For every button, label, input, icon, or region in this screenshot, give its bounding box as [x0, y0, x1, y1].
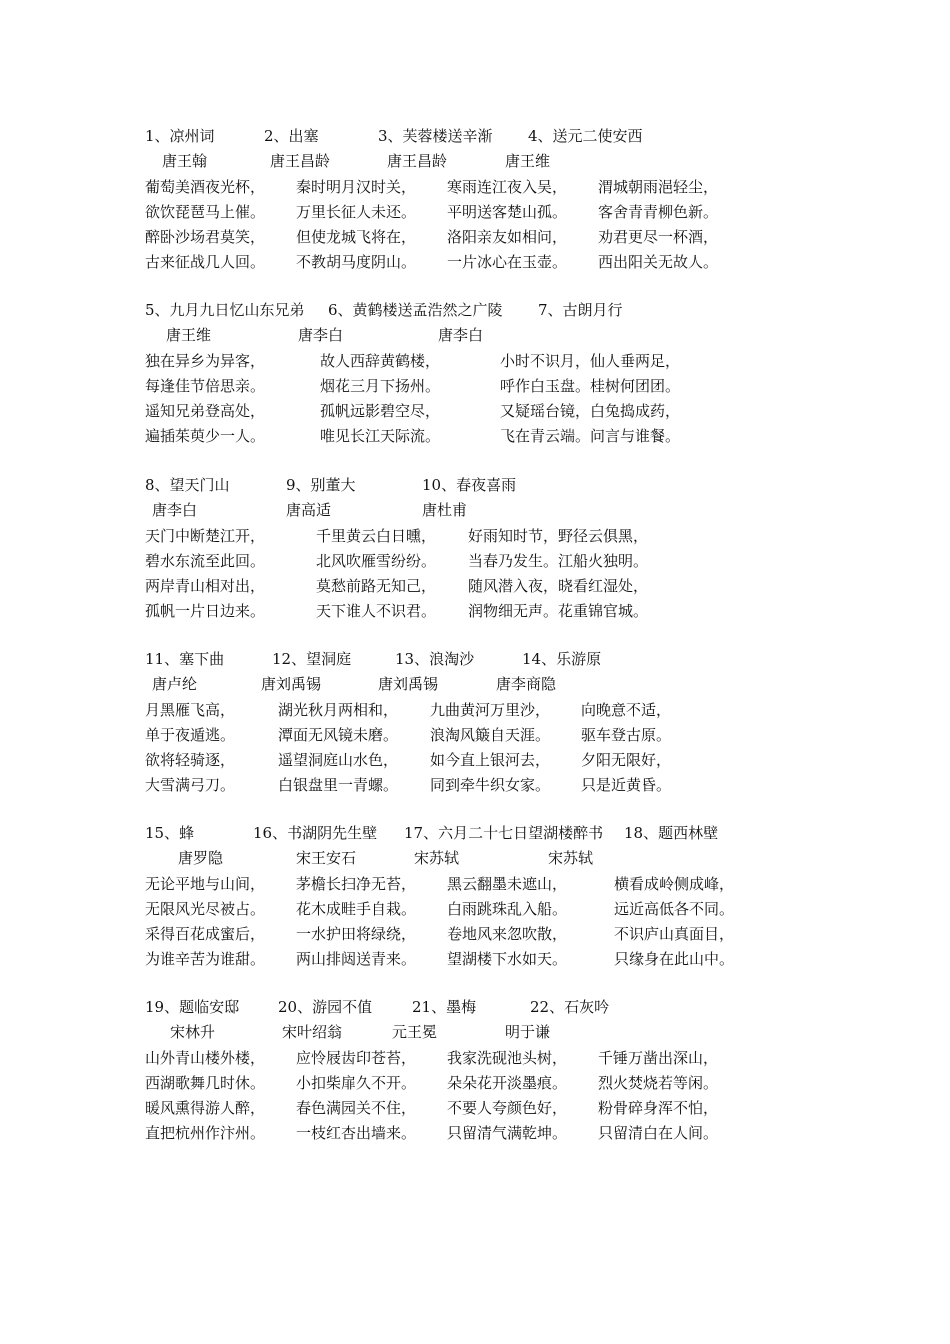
poem-author: 宋叶绍翁 — [282, 1023, 343, 1041]
verse-line: 润物细无声。花重锦官城。 — [468, 602, 649, 620]
poem-title: 5、九月九日忆山东兄弟 — [145, 301, 305, 319]
poem-title: 4、送元二使安西 — [528, 127, 643, 145]
verse-line: 遥知兄弟登高处， — [145, 402, 266, 420]
poem-author: 唐李白 — [438, 326, 484, 344]
poem-author: 宋苏轼 — [548, 849, 594, 867]
title-row — [0, 649, 950, 673]
poem-title: 21、墨梅 — [412, 998, 477, 1016]
verse-line: 千锤万凿出深山， — [598, 1049, 719, 1067]
verse-line: 湖光秋月两相和， — [278, 701, 399, 719]
verse-line: 欲饮琵琶马上催。 — [145, 203, 266, 221]
verse-line: 单于夜遁逃。 — [145, 726, 236, 744]
verse-line: 小扣柴扉久不开。 — [296, 1074, 417, 1092]
verse-line: 朵朵花开淡墨痕。 — [447, 1074, 568, 1092]
verse-line: 遍插茱萸少一人。 — [145, 427, 266, 445]
title-row — [0, 300, 950, 324]
verse-line: 平明送客楚山孤。 — [447, 203, 568, 221]
verse-line: 山外青山楼外楼， — [145, 1049, 266, 1067]
poem-title: 8、望天门山 — [145, 476, 230, 494]
verse-line: 寒雨连江夜入吴， — [447, 178, 568, 196]
verse-row — [0, 899, 950, 923]
poem-title: 12、望洞庭 — [272, 650, 352, 668]
poem-author: 宋苏轼 — [414, 849, 460, 867]
poem-title: 7、古朗月行 — [538, 301, 623, 319]
verse-line: 欲将轻骑逐， — [145, 751, 236, 769]
verse-line: 随风潜入夜，晓看红湿处， — [468, 577, 649, 595]
verse-line: 一水护田将绿绕， — [296, 925, 417, 943]
verse-line: 白雨跳珠乱入船。 — [447, 900, 568, 918]
verse-line: 春色满园关不住， — [296, 1099, 417, 1117]
poem-title: 19、题临安邸 — [145, 998, 240, 1016]
verse-line: 只是近黄昏。 — [581, 776, 672, 794]
verse-line: 只留清白在人间。 — [598, 1124, 719, 1142]
verse-row — [0, 949, 950, 973]
verse-line: 如今直上银河去， — [430, 751, 551, 769]
verse-line: 孤帆远影碧空尽， — [320, 402, 441, 420]
poem-title: 2、出塞 — [264, 127, 319, 145]
verse-line: 天门中断楚江开， — [145, 527, 266, 545]
verse-line: 洛阳亲友如相问， — [447, 228, 568, 246]
verse-row — [0, 1098, 950, 1122]
verse-line: 卷地风来忽吹散， — [447, 925, 568, 943]
verse-line: 茅檐长扫净无苔， — [296, 875, 417, 893]
verse-line: 夕阳无限好， — [581, 751, 672, 769]
verse-line: 月黑雁飞高， — [145, 701, 236, 719]
verse-row — [0, 576, 950, 600]
poem-title: 20、游园不值 — [278, 998, 373, 1016]
poem-author: 唐卢纶 — [152, 675, 198, 693]
verse-line: 碧水东流至此回。 — [145, 552, 266, 570]
verse-line: 好雨知时节，野径云俱黑， — [468, 527, 649, 545]
verse-line: 采得百花成蜜后， — [145, 925, 266, 943]
verse-line: 远近高低各不同。 — [614, 900, 735, 918]
poem-author: 宋王安石 — [296, 849, 357, 867]
verse-line: 当春乃发生。江船火独明。 — [468, 552, 649, 570]
verse-row — [0, 1123, 950, 1147]
verse-row — [0, 252, 950, 276]
title-row — [0, 475, 950, 499]
verse-line: 西出阳关无故人。 — [598, 253, 719, 271]
verse-line: 醉卧沙场君莫笑， — [145, 228, 266, 246]
verse-row — [0, 924, 950, 948]
verse-line: 遥望洞庭山水色， — [278, 751, 399, 769]
verse-line: 劝君更尽一杯酒， — [598, 228, 719, 246]
verse-line: 白银盘里一青螺。 — [278, 776, 399, 794]
verse-line: 同到牵牛织女家。 — [430, 776, 551, 794]
poem-author: 唐王昌龄 — [387, 152, 448, 170]
verse-line: 无限风光尽被占。 — [145, 900, 266, 918]
verse-row — [0, 351, 950, 375]
poem-author: 唐王维 — [166, 326, 212, 344]
verse-row — [0, 426, 950, 450]
verse-line: 横看成岭侧成峰， — [614, 875, 735, 893]
poem-author: 唐李白 — [298, 326, 344, 344]
verse-row — [0, 202, 950, 226]
title-row — [0, 126, 950, 150]
poem-author: 唐李商隐 — [496, 675, 557, 693]
verse-line: 小时不识月，仙人垂两足， — [500, 352, 681, 370]
verse-row — [0, 227, 950, 251]
poem-author: 唐王翰 — [162, 152, 208, 170]
poem-author: 唐罗隐 — [178, 849, 224, 867]
verse-line: 独在异乡为异客， — [145, 352, 266, 370]
poem-title: 10、春夜喜雨 — [422, 476, 517, 494]
verse-row — [0, 551, 950, 575]
verse-line: 粉骨碎身浑不怕， — [598, 1099, 719, 1117]
verse-line: 只留清气满乾坤。 — [447, 1124, 568, 1142]
verse-line: 向晚意不适， — [581, 701, 672, 719]
verse-line: 直把杭州作汴州。 — [145, 1124, 266, 1142]
title-row — [0, 997, 950, 1021]
verse-line: 千里黄云白日曛， — [316, 527, 437, 545]
verse-line: 呼作白玉盘。桂树何团团。 — [500, 377, 681, 395]
verse-line: 天下谁人不识君。 — [316, 602, 437, 620]
verse-line: 又疑瑶台镜，白兔捣成药， — [500, 402, 681, 420]
poem-author: 宋林升 — [170, 1023, 216, 1041]
verse-line: 为谁辛苦为谁甜。 — [145, 950, 266, 968]
verse-line: 无论平地与山间， — [145, 875, 266, 893]
poem-author: 唐高适 — [286, 501, 332, 519]
author-row — [0, 325, 950, 349]
verse-line: 一片冰心在玉壶。 — [447, 253, 568, 271]
verse-line: 北风吹雁雪纷纷。 — [316, 552, 437, 570]
verse-line: 唯见长江天际流。 — [320, 427, 441, 445]
author-row — [0, 674, 950, 698]
verse-line: 花木成畦手自栽。 — [296, 900, 417, 918]
poem-title: 15、蜂 — [145, 824, 195, 842]
author-row — [0, 151, 950, 175]
verse-row — [0, 725, 950, 749]
verse-row — [0, 376, 950, 400]
poem-title: 18、题西林壁 — [624, 824, 719, 842]
poem-author: 明于谦 — [505, 1023, 551, 1041]
verse-line: 渭城朝雨浥轻尘， — [598, 178, 719, 196]
verse-line: 孤帆一片日边来。 — [145, 602, 266, 620]
verse-line: 万里长征人未还。 — [296, 203, 417, 221]
verse-row — [0, 874, 950, 898]
title-row — [0, 823, 950, 847]
poem-author: 唐李白 — [152, 501, 198, 519]
author-row — [0, 500, 950, 524]
verse-line: 大雪满弓刀。 — [145, 776, 236, 794]
verse-line: 我家洗砚池头树， — [447, 1049, 568, 1067]
verse-row — [0, 1073, 950, 1097]
author-row — [0, 848, 950, 872]
poem-title: 14、乐游原 — [522, 650, 602, 668]
poem-title: 22、石灰吟 — [530, 998, 610, 1016]
verse-line: 但使龙城飞将在， — [296, 228, 417, 246]
poem-title: 11、塞下曲 — [145, 650, 225, 668]
verse-line: 葡萄美酒夜光杯， — [145, 178, 266, 196]
verse-line: 每逢佳节倍思亲。 — [145, 377, 266, 395]
poem-author: 唐刘禹锡 — [378, 675, 439, 693]
verse-line: 古来征战几人回。 — [145, 253, 266, 271]
verse-line: 秦时明月汉时关， — [296, 178, 417, 196]
verse-line: 两山排闼送青来。 — [296, 950, 417, 968]
poem-author: 元王冕 — [392, 1023, 438, 1041]
verse-line: 飞在青云端。问言与谁餐。 — [500, 427, 681, 445]
verse-line: 不识庐山真面目， — [614, 925, 735, 943]
verse-line: 莫愁前路无知己， — [316, 577, 437, 595]
verse-line: 驱车登古原。 — [581, 726, 672, 744]
verse-row — [0, 177, 950, 201]
verse-line: 潭面无风镜未磨。 — [278, 726, 399, 744]
poem-author: 唐杜甫 — [422, 501, 468, 519]
author-row — [0, 1022, 950, 1046]
verse-line: 西湖歌舞几时休。 — [145, 1074, 266, 1092]
verse-line: 黑云翻墨未遮山， — [447, 875, 568, 893]
verse-line: 应怜屐齿印苍苔， — [296, 1049, 417, 1067]
verse-row — [0, 1048, 950, 1072]
verse-row — [0, 775, 950, 799]
verse-line: 暖风熏得游人醉， — [145, 1099, 266, 1117]
verse-line: 只缘身在此山中。 — [614, 950, 735, 968]
verse-row — [0, 401, 950, 425]
poem-title: 13、浪淘沙 — [395, 650, 475, 668]
verse-line: 九曲黄河万里沙， — [430, 701, 551, 719]
verse-line: 浪淘风簸自天涯。 — [430, 726, 551, 744]
poem-title: 9、别董大 — [286, 476, 356, 494]
verse-row — [0, 750, 950, 774]
poem-title: 16、书湖阴先生壁 — [253, 824, 378, 842]
verse-row — [0, 700, 950, 724]
poem-author: 唐王维 — [505, 152, 551, 170]
verse-line: 故人西辞黄鹤楼， — [320, 352, 441, 370]
verse-line: 不教胡马度阴山。 — [296, 253, 417, 271]
verse-line: 一枝红杏出墙来。 — [296, 1124, 417, 1142]
poem-title: 17、六月二十七日望湖楼醉书 — [404, 824, 604, 842]
verse-row — [0, 601, 950, 625]
poem-title: 1、凉州词 — [145, 127, 215, 145]
poem-author: 唐刘禹锡 — [261, 675, 322, 693]
verse-line: 望湖楼下水如天。 — [447, 950, 568, 968]
verse-line: 两岸青山相对出， — [145, 577, 266, 595]
poem-title: 6、黄鹤楼送孟浩然之广陵 — [328, 301, 503, 319]
verse-line: 客舍青青柳色新。 — [598, 203, 719, 221]
verse-line: 烟花三月下扬州。 — [320, 377, 441, 395]
poem-author: 唐王昌龄 — [270, 152, 331, 170]
verse-line: 不要人夸颜色好， — [447, 1099, 568, 1117]
verse-row — [0, 526, 950, 550]
poem-title: 3、芙蓉楼送辛渐 — [378, 127, 493, 145]
verse-line: 烈火焚烧若等闲。 — [598, 1074, 719, 1092]
